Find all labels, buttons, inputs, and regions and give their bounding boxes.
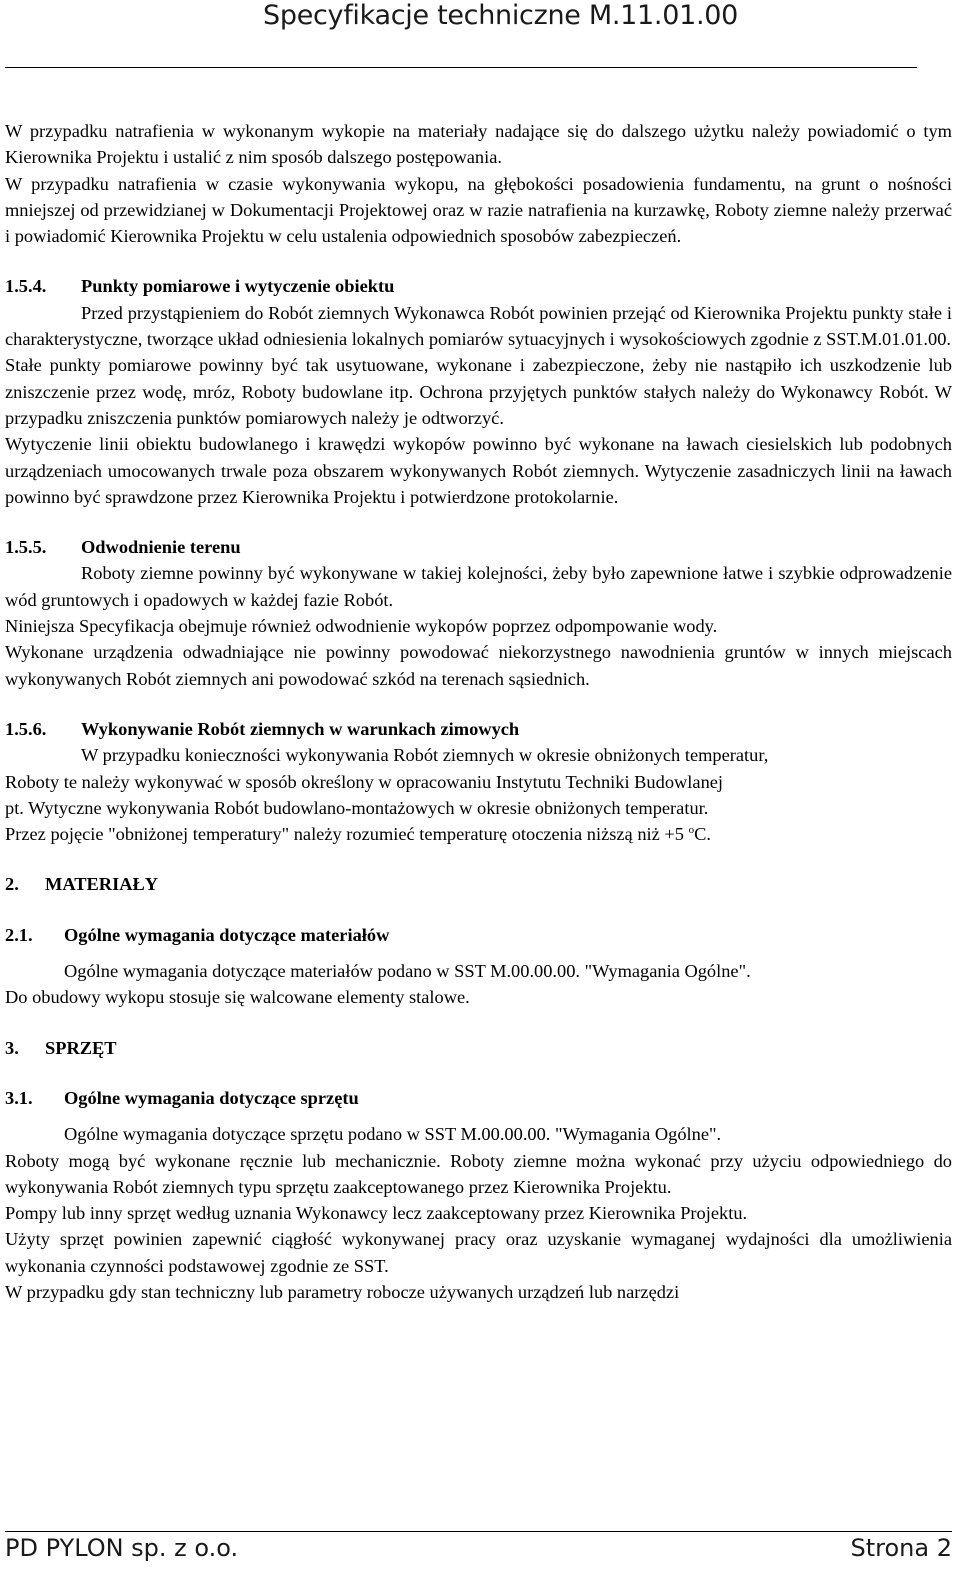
- paragraph: [5, 821, 952, 847]
- section-title: Ogólne wymagania dotyczące materiałów: [64, 924, 390, 945]
- section-number: 3.: [5, 1037, 19, 1058]
- paragraph: Przed przystąpieniem do Robót ziemnych Wykonawca Robót powinien przejąć od Kierownika Projektu punkty stałe i charakterystyczne, tworzące układ odniesienia lokalnych pomiarów sytuacyjnych i wysokościowych zgodnie z SST.M.01.01.00.: [5, 302, 952, 350]
- paragraph: Do obudowy wykopu stosuje się walcowane elementy stalowe.: [5, 987, 470, 1008]
- section-number: 3.1.: [5, 1087, 33, 1108]
- header-divider: [5, 67, 917, 68]
- paragraph: W przypadku gdy stan techniczny lub parametry robocze używanych urządzeń lub narzędzi: [5, 1281, 680, 1302]
- text-run: Przez pojęcie "obniżonej temperatury" należy rozumieć temperaturę otoczenia niższą niż +5: [5, 824, 689, 845]
- section-title: Punkty pomiarowe i wytyczenie obiektu: [81, 276, 395, 297]
- section-number: 2.: [5, 874, 19, 895]
- paragraph: Roboty ziemne powinny być wykonywane w takiej kolejności, żeby było zapewnione łatwe i szybkie odprowadzenie wód gruntowych i opadowych w każdej fazie Robót.: [5, 563, 952, 610]
- section-heading-1-5-6: [5, 716, 952, 742]
- section-number: 1.5.4.: [5, 276, 47, 297]
- paragraph: Użyty sprzęt powinien zapewnić ciągłość wykonywanej pracy oraz uzyskanie wymaganej wydajności dla umożliwienia wykonania czynności podstawowej zgodnie ze SST.: [5, 1229, 952, 1276]
- paragraph: Ogólne wymagania dotyczące sprzętu podano w SST M.00.00.00. "Wymagania Ogólne".: [64, 1124, 722, 1145]
- paragraph: Wykonane urządzenia odwadniające nie powinny powodować niekorzystnego nawodnienia gruntów w innych miejscach wykonywanych Robót ziemnych ani powodować szkód na terenach sąsiednich.: [5, 642, 952, 689]
- footer-divider: [5, 1531, 952, 1532]
- text-run: C.: [694, 824, 711, 845]
- section-number: 1.5.5.: [5, 537, 47, 558]
- paragraph: W przypadku natrafienia w wykonanym wykopie na materiały nadające się do dalszego użytku należy powiadomić o tym Kierownika Projektu i ustalić z nim sposób dalszego postępowania.: [5, 121, 952, 168]
- section-heading-1-5-5: [5, 534, 952, 560]
- footer-page-number: Strona 2: [850, 1534, 952, 1562]
- section-heading-3-1: [5, 1085, 952, 1111]
- paragraph: pt. Wytyczne wykonywania Robót budowlano-montażowych w okresie obniżonych temperatur.: [5, 797, 709, 818]
- section-title: Wykonywanie Robót ziemnych w warunkach zimowych: [81, 718, 520, 739]
- paragraph: Ogólne wymagania dotyczące materiałów podano w SST M.00.00.00. "Wymagania Ogólne".: [64, 961, 751, 982]
- section-title: MATERIAŁY: [45, 874, 159, 895]
- section-title: Ogólne wymagania dotyczące sprzętu: [64, 1087, 359, 1108]
- section-number: 1.5.6.: [5, 718, 47, 739]
- section-heading-2-1: [5, 922, 952, 948]
- section-heading-1-5-4: [5, 273, 952, 299]
- paragraph: Roboty mogą być wykonane ręcznie lub mechanicznie. Roboty ziemne można wykonać przy użyciu odpowiedniego do wykonywania Robót ziemnych typu sprzętu zaakceptowanego przez Kierownika Projektu.: [5, 1150, 952, 1197]
- paragraph: Wytyczenie linii obiektu budowlanego i krawędzi wykopów powinno być wykonane na ławach ciesielskich lub podobnych urządzeniach umocowanych trwale poza obszarem wykonywanych Robót ziemnych. Wytyczenie zasadniczych linii na ławach powinno być sprawdzone przez Kierownika Projektu i potwierdzone protokolarnie.: [5, 434, 952, 507]
- footer-company: PD PYLON sp. z o.o.: [5, 1534, 239, 1562]
- document-body: [5, 118, 952, 1305]
- page-header-title: Specyfikacje techniczne M.11.01.00: [263, 0, 738, 31]
- section-title: Odwodnienie terenu: [81, 537, 241, 558]
- paragraph: Stałe punkty pomiarowe powinny być tak usytuowane, wykonane i zabezpieczone, żeby nie nastąpiło ich uszkodzenie lub zniszczenie przez wodę, mróz, Roboty budowlane itp. Ochrona przyjętych punktów stałych należy do Wykonawcy Robót. W przypadku zniszczenia punktów pomiarowych należy je odtworzyć.: [5, 355, 952, 428]
- chapter-heading-3: [5, 1035, 952, 1061]
- chapter-heading-2: [5, 871, 952, 897]
- paragraph: W przypadku konieczności wykonywania Robót ziemnych w okresie obniżonych temperatur,: [81, 745, 769, 766]
- section-number: 2.1.: [5, 924, 33, 945]
- paragraph: Niniejsza Specyfikacja obejmuje również odwodnienie wykopów poprzez odpompowanie wody.: [5, 616, 718, 637]
- paragraph: W przypadku natrafienia w czasie wykonywania wykopu, na głębokości posadowienia fundamentu, na grunt o nośności mniejszej od przewidzianej w Dokumentacji Projektowej oraz w razie natrafienia na kurzawkę, Roboty ziemne należy przerwać i powiadomić Kierownika Projektu w celu ustalenia odpowiednich sposobów zabezpieczeń.: [5, 173, 952, 247]
- degree-sup: o: [688, 824, 695, 836]
- section-title: SPRZĘT: [45, 1037, 117, 1058]
- paragraph: Roboty te należy wykonywać w sposób określony w opracowaniu Instytutu Techniki Budowlanej: [5, 771, 724, 792]
- paragraph: Pompy lub inny sprzęt według uznania Wykonawcy lecz zaakceptowany przez Kierownika Projektu.: [5, 1203, 748, 1224]
